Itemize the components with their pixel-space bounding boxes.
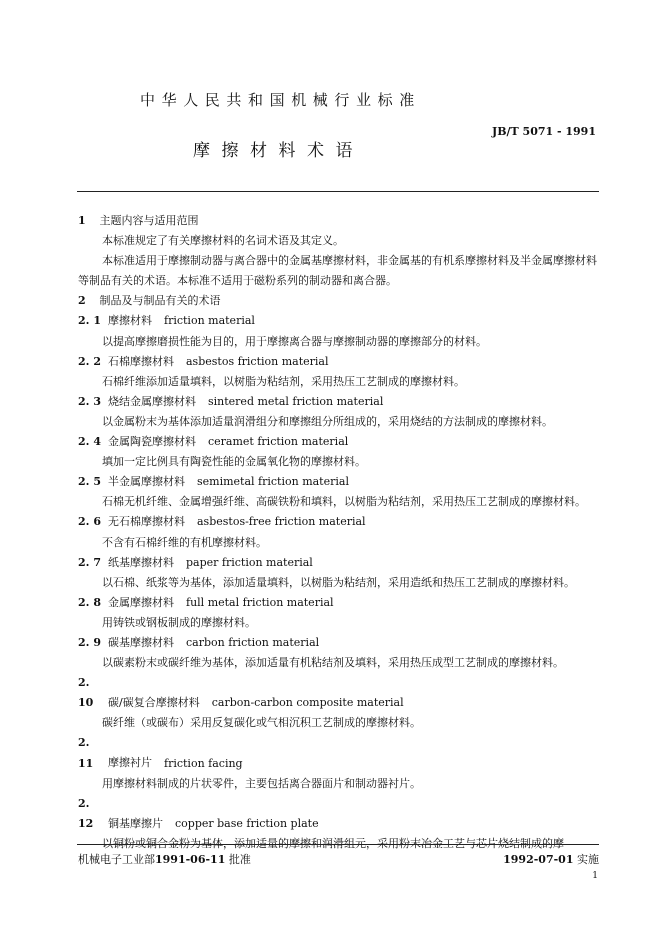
term-chinese: 纸基摩擦材料 — [108, 555, 174, 569]
term-number: 2. 8 — [78, 595, 101, 609]
term-heading — [78, 311, 600, 331]
term-heading — [78, 633, 600, 653]
term-english: friction material — [164, 314, 255, 328]
term-english: full metal friction material — [186, 595, 334, 609]
term-heading — [78, 553, 600, 573]
term-english: asbestos-free friction material — [197, 515, 366, 529]
section-number: 2 — [78, 294, 86, 308]
approval-label: 批准 — [228, 853, 251, 866]
term-heading — [78, 593, 600, 613]
term-chinese: 无石棉摩擦材料 — [108, 515, 185, 529]
header-divider — [77, 191, 599, 192]
term-definition: 以铜粉或铜合金粉为基体，添加适量的摩擦和润滑组元，采用粉末冶金工艺与芯片烧结制成的摩 — [102, 836, 564, 850]
term-number: 2. 2 — [78, 354, 101, 368]
term-chinese: 金属陶瓷摩擦材料 — [108, 435, 196, 449]
term-definition: 不含有石棉纤维的有机摩擦材料。 — [102, 535, 267, 549]
section-number: 1 — [78, 214, 86, 227]
term-chinese: 摩擦衬片 — [108, 756, 152, 770]
approval-date: 1991-06-11 — [155, 853, 226, 866]
term-definition: 以碳素粉末或碳纤维为基体，添加适量有机粘结剂及填料，采用热压成型工艺制成的摩擦材料。 — [102, 656, 564, 670]
term-english: paper friction material — [186, 555, 313, 569]
term-number: 2. 1 — [78, 314, 101, 328]
term-number: 2. 3 — [78, 394, 101, 408]
section-title: 主题内容与适用范围 — [99, 214, 199, 227]
paragraph: 本标准规定了有关摩擦材料的名词术语及其定义。 — [102, 234, 344, 248]
implementation-date: 1992-07-01 — [503, 853, 574, 866]
document-title: 摩擦材料术语 — [193, 141, 364, 161]
term-number: 2. 4 — [78, 435, 101, 449]
term-definition: 填加一定比例具有陶瓷性能的金属氧化物的摩擦材料。 — [102, 455, 366, 469]
implementation-label: 实施 — [577, 853, 599, 866]
footer-divider — [77, 844, 599, 845]
paragraph: 本标准适用于摩擦制动器与离合器中的金属基摩擦材料，非金属基的有机系摩擦材料及半金属摩擦材料等制品有关的术语。本标准不适用于磁粉系列的制动器和离合器。 — [78, 254, 597, 288]
term-chinese: 石棉摩擦材料 — [108, 354, 174, 368]
term-chinese: 碳/碳复合摩擦材料 — [108, 696, 200, 710]
page-number: 1 — [592, 871, 598, 881]
term-number: 2. 7 — [78, 555, 101, 569]
term-definition: 以提高摩擦磨损性能为目的，用于摩擦离合器与摩擦制动器的摩擦部分的材料。 — [102, 334, 487, 348]
term-english: carbon-carbon composite material — [211, 696, 404, 710]
term-number: 2. 11 — [78, 736, 94, 770]
term-chinese: 碳基摩擦材料 — [108, 635, 174, 649]
term-chinese: 摩擦材料 — [108, 314, 152, 328]
term-heading — [78, 352, 600, 372]
section-title: 制品及与制品有关的术语 — [99, 294, 221, 308]
term-definition: 以石棉、纸浆等为基体，添加适量填料，以树脂为粘结剂，采用造纸和热压工艺制成的摩擦材料。 — [102, 575, 575, 589]
document-body — [78, 211, 600, 854]
implementation-line — [503, 851, 599, 867]
term-chinese: 烧结金属摩擦材料 — [108, 394, 196, 408]
term-definition: 石棉无机纤维、金属增强纤维、高碳铁粉和填料，以树脂为粘结剂，采用热压工艺制成的摩擦材料。 — [102, 495, 586, 509]
term-definition: 石棉纤维添加适量填料，以树脂为粘结剂，采用热压工艺制成的摩擦材料。 — [102, 374, 465, 388]
term-english: semimetal friction material — [197, 475, 349, 489]
term-english: copper base friction plate — [175, 816, 319, 830]
term-chinese: 铜基摩擦片 — [108, 816, 163, 830]
term-heading — [78, 733, 600, 773]
term-definition: 用摩擦材料制成的片状零件，主要包括离合器面片和制动器衬片。 — [102, 776, 421, 790]
term-english: asbestos friction material — [186, 354, 329, 368]
section-1-heading — [78, 211, 600, 231]
term-heading — [78, 392, 600, 412]
term-heading — [78, 472, 600, 492]
approval-org: 机械电子工业部 — [78, 853, 155, 866]
issuing-organization: 中华人民共和国机械行业标准 — [140, 91, 421, 109]
term-heading — [78, 673, 600, 713]
term-heading — [78, 794, 600, 834]
term-number: 2. 6 — [78, 515, 101, 529]
term-number: 2. 5 — [78, 475, 101, 489]
term-number: 2. 12 — [78, 796, 94, 830]
section-2-heading — [78, 291, 600, 311]
term-english: carbon friction material — [186, 635, 320, 649]
term-english: sintered metal friction material — [208, 394, 384, 408]
term-english: ceramet friction material — [208, 435, 349, 449]
term-definition: 碳纤维（或碳布）采用反复碳化或气相沉积工艺制成的摩擦材料。 — [102, 716, 421, 730]
term-heading — [78, 432, 600, 452]
term-list — [78, 311, 600, 854]
term-english: friction facing — [164, 756, 243, 770]
term-definition: 用铸铁或钢板制成的摩擦材料。 — [102, 615, 256, 629]
term-chinese: 半金属摩擦材料 — [108, 475, 185, 489]
term-heading — [78, 512, 600, 532]
term-definition: 以金属粉末为基体添加适量润滑组分和摩擦组分所组成的，采用烧结的方法制成的摩擦材料。 — [102, 414, 553, 428]
term-chinese: 金属摩擦材料 — [108, 595, 174, 609]
approval-line — [78, 851, 251, 867]
term-number: 2. 10 — [78, 676, 94, 710]
standard-number: JB/T 5071 - 1991 — [492, 125, 596, 138]
term-number: 2. 9 — [78, 635, 101, 649]
